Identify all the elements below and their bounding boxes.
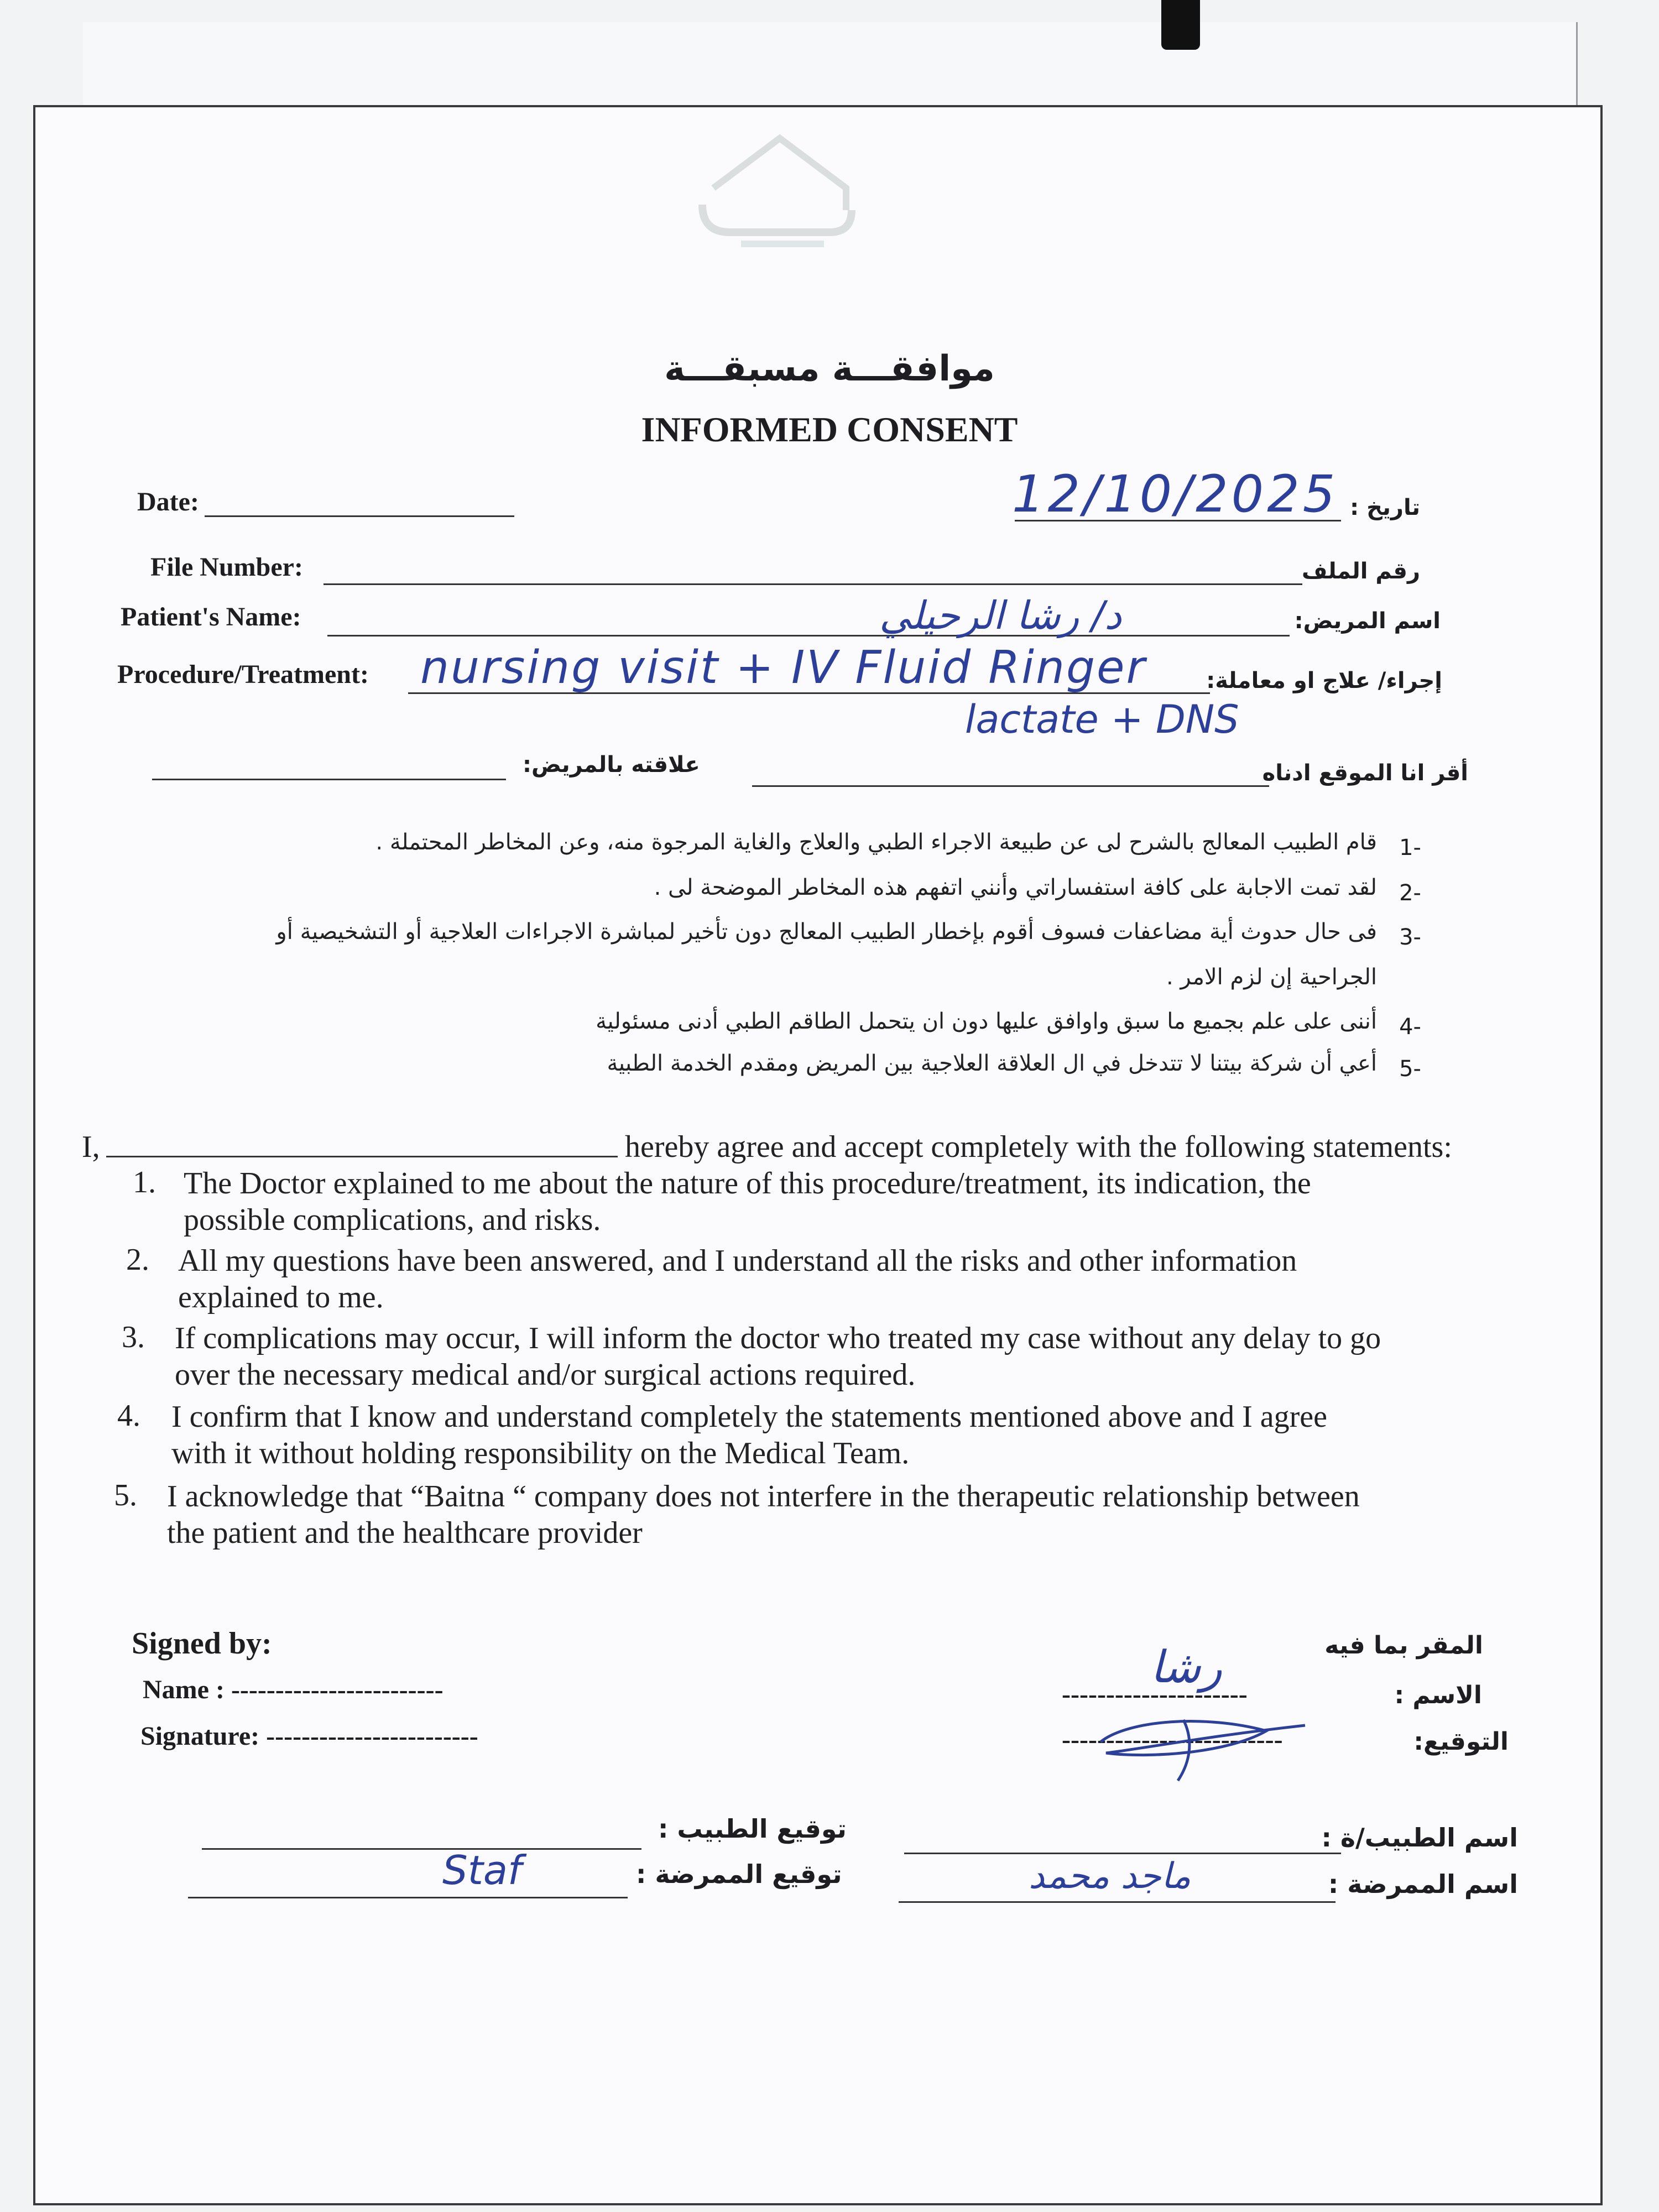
nurse-name-line[interactable] [899,1901,1335,1903]
en-item-3-line2: over the necessary medical and/or surgical actions required. [175,1358,916,1392]
doctor-signature-line[interactable] [202,1848,641,1850]
title-arabic: موافقـــة مسبقـــة [664,348,995,389]
procedure-label: Procedure/Treatment: [117,660,369,689]
patient-name-label-ar: اسم المريض: [1294,608,1441,634]
ar-item-5: أعي أن شركة بيتنا لا تتدخل في ال العلاقة العلاجية بين المريض ومقدم الخدمة الطبية [607,1051,1377,1076]
nurse-signature-value: Staf [442,1847,522,1893]
ar-item-1: قام الطبيب المعالج بالشرح لى عن طبيعة الاجراء الطبي والعلاج والغاية المرجوة منه، وعن المخاطر المحتملة . [375,830,1377,855]
en-item-4-line1: I confirm that I know and understand completely the statements mentioned above and I agree [171,1400,1327,1434]
en-item-5-num: 5. [114,1478,137,1512]
name-en-field[interactable]: Name : ------------------------ [143,1675,444,1704]
name-ar-dashes[interactable]: --------------------- [1062,1679,1248,1709]
en-item-2-line2: explained to me. [178,1280,384,1314]
ar-item-5-num: 5- [1399,1056,1421,1082]
en-item-5-line1: I acknowledge that “Baitna “ company does not interfere in the therapeutic relationship between [167,1479,1360,1514]
doctor-name-label-ar: اسم الطبيب/ة : [1321,1823,1518,1853]
date-value: 12/10/2025 [1012,465,1339,524]
name-label-ar: الاسم : [1394,1681,1482,1709]
en-intro-prefix: I, [82,1130,100,1164]
patient-name-value: د/ رشا الرحيلي [879,593,1122,638]
procedure-value-2: lactate + DNS [965,697,1239,742]
nurse-name-label-ar: اسم الممرضة : [1328,1869,1518,1899]
patient-name-line[interactable] [327,635,1290,637]
date-label: Date: [137,487,199,517]
en-intro-line[interactable] [106,1156,618,1157]
signature-en-field[interactable]: Signature: ------------------------ [140,1721,478,1751]
signature-ar-dashes[interactable]: ------------------------- [1062,1725,1283,1754]
patient-signature [1084,1698,1338,1786]
relation-line[interactable] [152,779,506,780]
en-item-1-line2: possible complications, and risks. [184,1203,601,1237]
ar-item-3: فى حال حدوث أية مضاعفات فسوف أقوم بإخطار الطبيب المعالج دون تأخير لمباشرة الاجراءات العلاجية أو التشخيصية أو [276,919,1377,945]
signed-by-label: Signed by: [132,1626,272,1661]
ar-item-4-num: 4- [1399,1014,1421,1040]
file-number-line[interactable] [324,583,1302,585]
nurse-signature-line[interactable] [188,1897,628,1898]
signature-label-ar: التوقيع: [1413,1728,1509,1756]
pen-object [1161,0,1200,50]
file-number-label: File Number: [150,552,303,582]
en-item-3-line1: If complications may occur, I will inform the doctor who treated my case without any delay to go [175,1321,1381,1355]
en-item-5-line2: the patient and the healthcare provider [167,1516,643,1550]
en-item-1-line1: The Doctor explained to me about the nature of this procedure/treatment, its indication, the [184,1166,1311,1201]
en-item-2-line1: All my questions have been answered, and I understand all the risks and other information [178,1244,1297,1278]
doctor-name-line[interactable] [904,1853,1341,1854]
baitna-logo [680,127,879,254]
relation-label-ar: علاقته بالمريض: [523,752,700,778]
en-intro-suffix: hereby agree and accept completely with the following statements: [625,1130,1452,1164]
file-number-label-ar: رقم الملف [1301,559,1420,584]
date-label-ar: تاريخ : [1350,495,1420,520]
signed-by-label-ar: المقر بما فيه [1324,1631,1483,1660]
ar-item-4: أننى على علم بجميع ما سبق واوافق عليها دون ان يتحمل الطاقم الطبي أدنى مسئولية [596,1009,1377,1034]
procedure-value-1: nursing visit + IV Fluid Ringer [420,641,1147,694]
patient-name-label: Patient's Name: [121,602,301,632]
en-item-3-num: 3. [122,1320,145,1354]
nurse-name-value: ماجد محمد [1029,1856,1191,1897]
procedure-label-ar: إجراء/ علاج او معاملة: [1206,668,1442,693]
ar-item-2-num: 2- [1399,880,1421,906]
en-item-2-num: 2. [126,1243,149,1277]
ar-item-3-cont: الجراحية إن لزم الامر . [1166,964,1377,990]
en-item-4-line2: with it without holding responsibility on the Medical Team. [171,1436,910,1470]
title-english: INFORMED CONSENT [641,410,1018,449]
name-ar-value: رشا [1150,1641,1223,1693]
doctor-signature-label-ar: توقيع الطبيب : [658,1814,847,1844]
en-item-4-num: 4. [117,1399,140,1433]
undersigned-label-ar: أقر انا الموقع ادناه [1262,760,1468,786]
ar-item-3-num: 3- [1399,925,1421,950]
ar-item-2: لقد تمت الاجابة على كافة استفساراتي وأنني اتفهم هذه المخاطر الموضحة لى . [654,875,1377,900]
nurse-signature-label-ar: توقيع الممرضة : [636,1859,842,1889]
ar-item-1-num: 1- [1399,835,1421,860]
date-line[interactable] [205,515,514,517]
en-item-1-num: 1. [133,1165,156,1199]
undersigned-line[interactable] [752,785,1269,787]
